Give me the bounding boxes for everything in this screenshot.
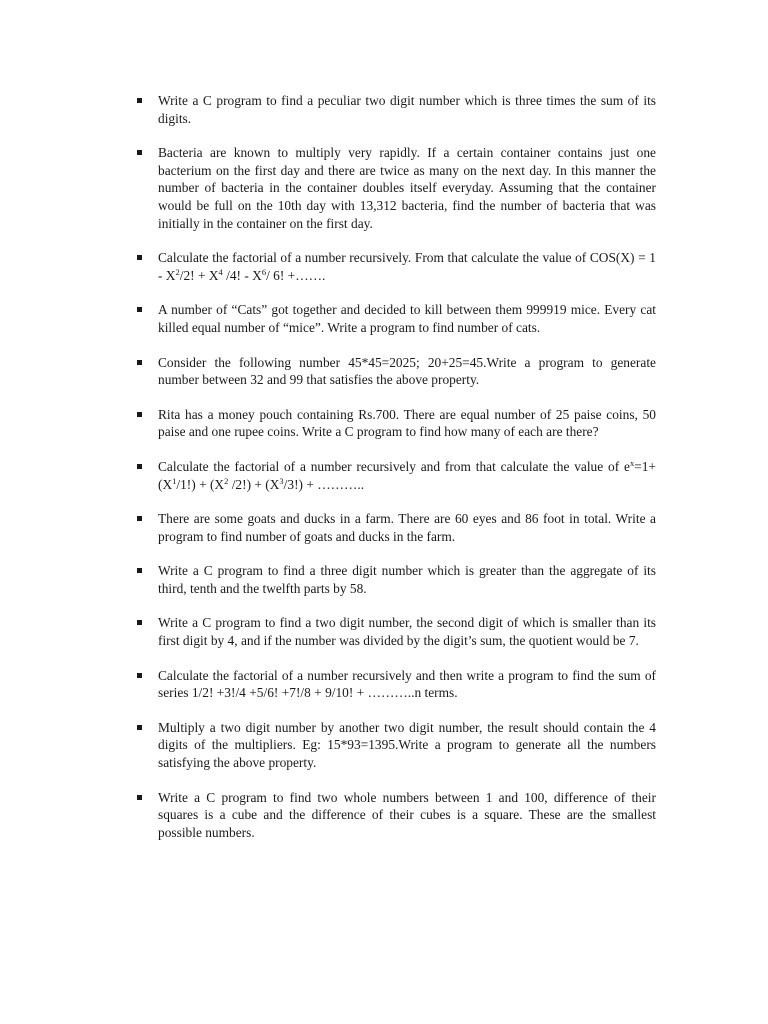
item-text <box>158 250 656 283</box>
square-bullet-icon <box>137 255 142 260</box>
square-bullet-icon <box>137 307 142 312</box>
item-text <box>158 459 656 492</box>
list-item <box>136 144 656 232</box>
text-run: Calculate the factorial of a number recursively. From that calculate the value of COS(X) = 1 - X <box>158 250 656 283</box>
superscript: 3 <box>279 475 284 486</box>
item-text: Write a C program to find two whole numbers between 1 and 100, difference of their squares is a cube and the difference of their cubes is a square. These are the smallest possible numbers. <box>158 789 656 840</box>
text-run: Calculate the factorial of a number recursively and from that calculate the value of e <box>158 458 630 474</box>
list-item <box>136 510 656 545</box>
square-bullet-icon <box>137 673 142 678</box>
item-text: A number of “Cats” got together and decided to kill between them 999919 mice. Every cat killed equal number of “mice”. Write a program to find number of cats. <box>158 302 656 335</box>
superscript: 2 <box>224 475 229 486</box>
item-text: Rita has a money pouch containing Rs.700. There are equal number of 25 paise coins, 50 paise and one rupee coins. Write a C program to find how many of each are there? <box>158 406 656 440</box>
text-run: /2! + X <box>179 267 219 283</box>
item-text: Write a C program to find a peculiar two digit number which is three times the sum of its digits. <box>158 93 656 126</box>
list-item <box>136 458 656 493</box>
square-bullet-icon <box>137 150 142 155</box>
superscript: 1 <box>172 475 177 486</box>
item-text: Bacteria are known to multiply very rapidly. If a certain container contains just one bacterium on the first day and there are twice as many on the next day. In this manner the number of bacteria in the container doubles itself everyday. Assuming that the container would be full on the 10th day with 13,312 bacteria, find the number of bacteria that was initially in the container on the first day. <box>158 145 656 231</box>
item-text: Consider the following number 45*45=2025; 20+25=45.Write a program to generate number between 32 and 99 that satisfies the above property. <box>158 354 656 388</box>
problem-list <box>136 92 656 858</box>
square-bullet-icon <box>137 516 142 521</box>
text-run: /4! - X <box>222 267 262 283</box>
list-item <box>136 301 656 336</box>
item-text: There are some goats and ducks in a farm. There are 60 eyes and 86 foot in total. Write a program to find number of goats and ducks in the farm. <box>158 511 656 544</box>
square-bullet-icon <box>137 620 142 625</box>
square-bullet-icon <box>137 360 142 365</box>
text-run: /1!) + (X <box>176 476 225 492</box>
item-text: Write a C program to find a two digit number, the second digit of which is smaller than its first digit by 4, and if the number was divided by the digit’s sum, the quotient would be 7. <box>158 615 656 649</box>
square-bullet-icon <box>137 795 142 800</box>
list-item <box>136 562 656 597</box>
list-item <box>136 614 656 649</box>
text-run: =1+ (X <box>158 458 656 492</box>
list-item <box>136 667 656 702</box>
superscript: x <box>629 457 635 468</box>
square-bullet-icon <box>137 725 142 730</box>
square-bullet-icon <box>137 464 142 469</box>
square-bullet-icon <box>137 412 142 417</box>
text-run: /2!) + (X <box>228 476 280 492</box>
square-bullet-icon <box>137 568 142 573</box>
item-text: Multiply a two digit number by another two digit number, the result should contain the 4 digits of the multipliers. Eg: 15*93=1395.Write a program to generate all the numbers satisfying the above property. <box>158 719 656 771</box>
list-item <box>136 92 656 127</box>
item-text: Write a C program to find a three digit number which is greater than the aggregate of its third, tenth and the twelfth parts by 58. <box>158 563 656 596</box>
item-text: Calculate the factorial of a number recursively and then write a program to find the sum of series 1/2! +3!/4 +5/6! +7!/8 + 9/10! + ………..n terms. <box>158 667 656 701</box>
text-run: /3!) + ……….. <box>283 476 365 492</box>
text-run: / 6! +……. <box>266 267 326 283</box>
superscript: 4 <box>218 266 223 277</box>
list-item <box>136 789 656 842</box>
list-item <box>136 406 656 441</box>
square-bullet-icon <box>137 98 142 103</box>
list-item <box>136 354 656 389</box>
superscript: 6 <box>261 266 267 277</box>
list-item <box>136 719 656 772</box>
superscript: 2 <box>175 266 180 277</box>
list-item <box>136 249 656 284</box>
